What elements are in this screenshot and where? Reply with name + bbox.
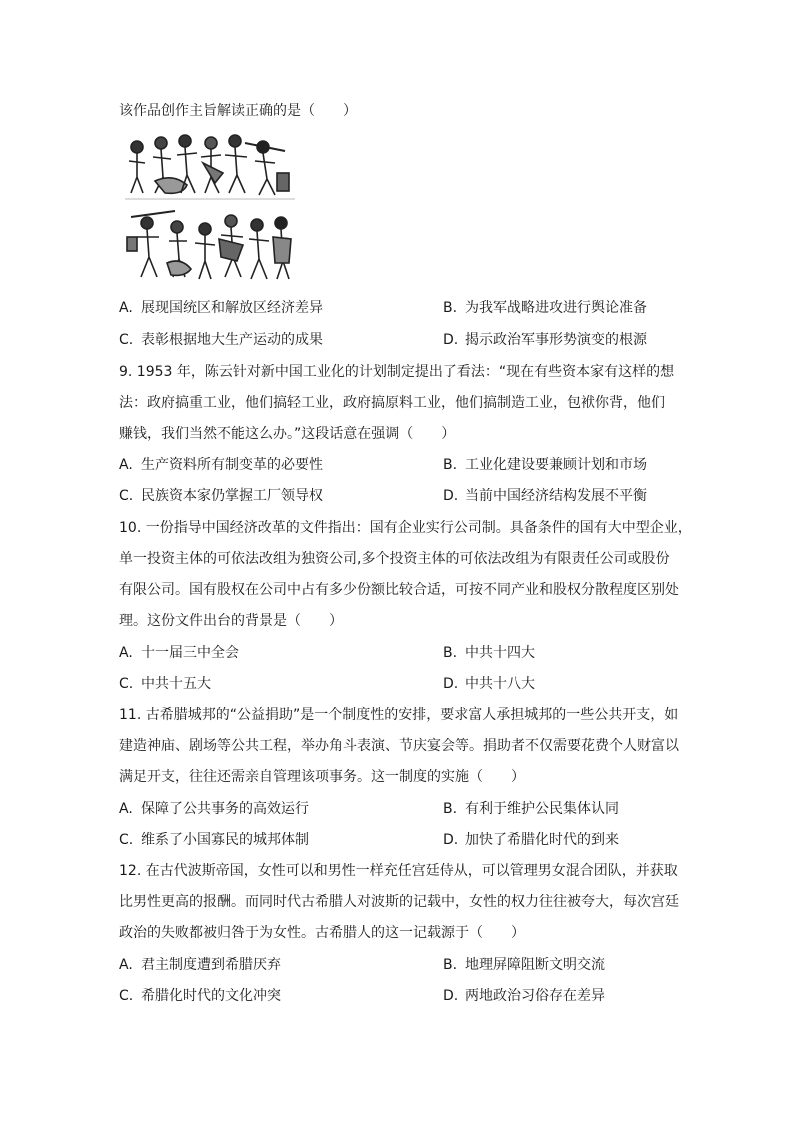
q8-option-d[interactable]: D. 揭示政治军事形势演变的根源 [443, 332, 647, 348]
q12-option-b[interactable]: B. 地理屏障阻断文明交流 [443, 957, 605, 973]
q11-option-c[interactable]: C. 维系了小国寡民的城邦体制 [119, 832, 309, 848]
q12-option-a[interactable]: A. 君主制度遭到希腊厌弃 [119, 957, 281, 973]
q12-stem-line: 比男性更高的报酬。而同时代古希腊人对波斯的记载中，女性的权力往往被夸大，每次宫廷 [119, 894, 679, 910]
q12-stem-line: 政治的失败都被归咎于为女性。古希腊人的这一记载源于（ ） [119, 925, 525, 941]
q9-stem-line: 9. 1953 年，陈云针对新中国工业化的计划制定提出了看法：“现在有些资本家有这样的想 [119, 364, 675, 380]
q10-stem-line: 单一投资主体的可依法改组为独资公司,多个投资主体的可依法改组为有限责任公司或股份 [119, 551, 670, 567]
q11-stem-line: 11. 古希腊城邦的“公益捐助”是一个制度性的安排，要求富人承担城邦的一些公共开支，如 [119, 707, 679, 723]
q12-option-d[interactable]: D. 两地政治习俗存在差异 [443, 988, 605, 1004]
q10-option-c[interactable]: C. 中共十五大 [119, 676, 211, 692]
q11-stem-line: 建造神庙、剧场等公共工程，举办角斗表演、节庆宴会等。捐助者不仅需要花费个人财富以 [119, 738, 679, 754]
q11-option-d[interactable]: D. 加快了希腊化时代的到来 [443, 832, 619, 848]
woodcut-illustration [125, 133, 295, 283]
q12-option-c[interactable]: C. 希腊化时代的文化冲突 [119, 988, 281, 1004]
q9-option-b[interactable]: B. 工业化建设要兼顾计划和市场 [443, 457, 647, 473]
q9-stem-line: 法：政府搞重工业，他们搞轻工业，政府搞原料工业，他们搞制造工业，包袱你背，他们 [119, 395, 665, 411]
q8-option-a[interactable]: A. 展现国统区和解放区经济差异 [119, 300, 323, 316]
q10-stem-line: 理。这份文件出台的背景是（ ） [119, 613, 343, 629]
q9-option-a[interactable]: A. 生产资料所有制变革的必要性 [119, 457, 323, 473]
q9-option-d[interactable]: D. 当前中国经济结构发展不平衡 [443, 488, 647, 504]
q11-option-b[interactable]: B. 有利于维护公民集体认同 [443, 801, 619, 817]
q10-option-d[interactable]: D. 中共十八大 [443, 676, 535, 692]
q10-option-a[interactable]: A. 十一届三中全会 [119, 645, 239, 661]
q8-option-c[interactable]: C. 表彰根据地大生产运动的成果 [119, 332, 323, 348]
q9-option-c[interactable]: C. 民族资本家仍掌握工厂领导权 [119, 488, 323, 504]
q10-option-b[interactable]: B. 中共十四大 [443, 645, 535, 661]
q11-option-a[interactable]: A. 保障了公共事务的高效运行 [119, 801, 309, 817]
q10-stem-line: 10. 一份指导中国经济改革的文件指出：国有企业实行公司制。具备条件的国有大中型企业， [119, 520, 692, 536]
q10-stem-line: 有限公司。国有股权在公司中占有多少份额比较合适，可按不同产业和股权分散程度区别处 [119, 582, 679, 598]
q8-stem: 该作品创作主旨解读正确的是（ ） [119, 103, 357, 119]
q9-stem-line: 赚钱，我们当然不能这么办。”这段话意在强调（ ） [119, 426, 456, 442]
q8-option-b[interactable]: B. 为我军战略进攻进行舆论准备 [443, 300, 647, 316]
q11-stem-line: 满足开支，往往还需亲自管理该项事务。这一制度的实施（ ） [119, 769, 525, 785]
q12-stem-line: 12. 在古代波斯帝国，女性可以和男性一样充任宫廷侍从，可以管理男女混合团队，并获取 [119, 863, 678, 879]
